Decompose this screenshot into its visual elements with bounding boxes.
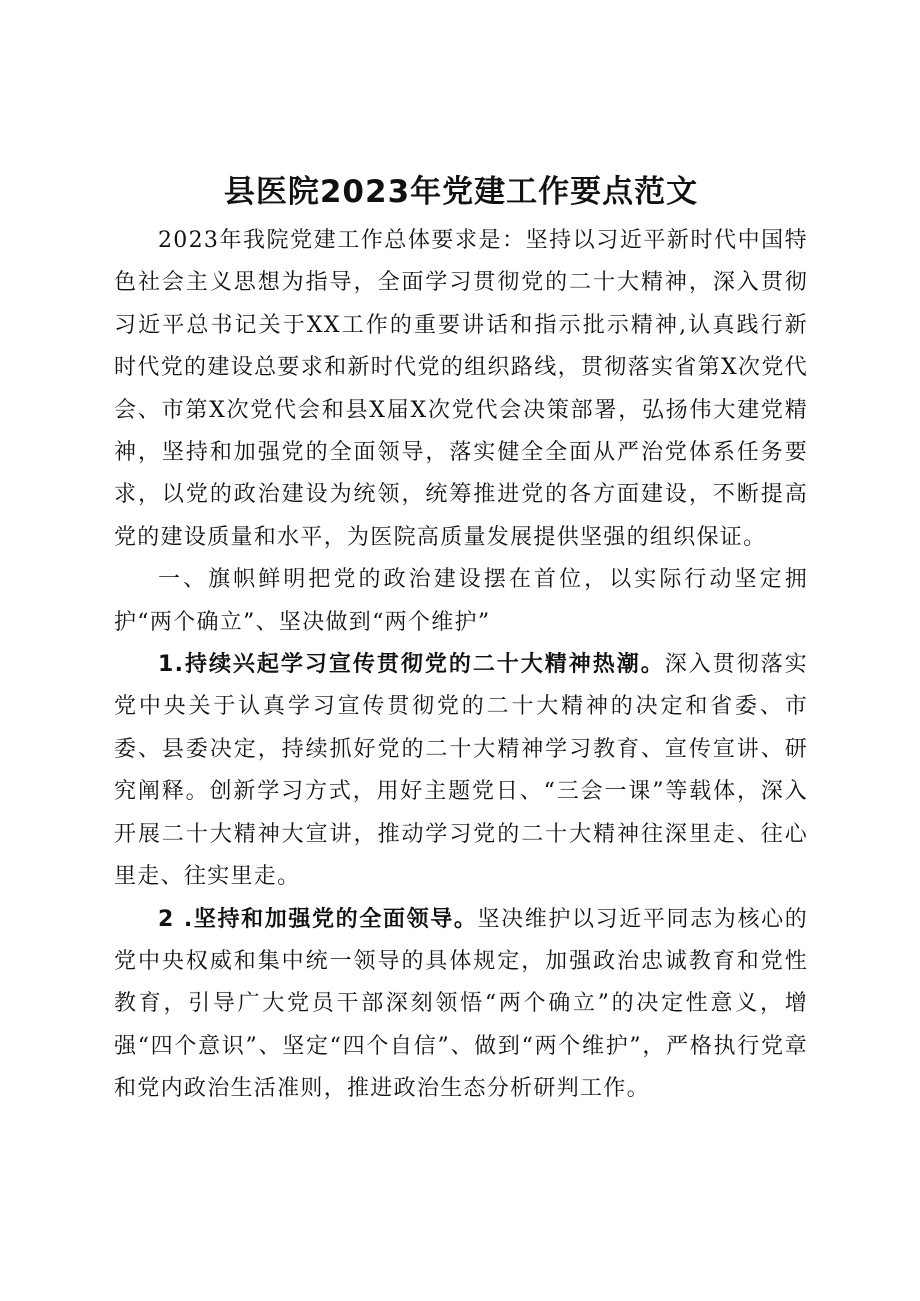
item-1-lead: 1.持续兴起学习宣传贯彻党的二十大精神热潮。 (158, 652, 665, 678)
item-2-paragraph (114, 899, 808, 1111)
intro-paragraph: 2023年我院党建工作总体要求是：坚持以习近平新时代中国特色社会主义思想为指导，全面学习贯彻党的二十大精神，深入贯彻习近平总书记关于XX工作的重要讲话和指示批示精神,认真践行新时代党的建设总要求和新时代党的组织路线，贯彻落实省第X次党代会、市第X次党代会和县X届X次党代会决策部署，弘扬伟大建党精神，坚持和加强党的全面领导，落实健全全面从严治党体系任务要求，以党的政治建设为统领，统筹推进党的各方面建设，不断提高党的建设质量和水平，为医院高质量发展提供坚强的组织保证。 (114, 228, 808, 550)
item-1-text: 深入贯彻落实党中央关于认真学习宣传贯彻党的二十大精神的决定和省委、市委、县委决定，持续抓好党的二十大精神学习教育、宣传宣讲、研究阐释。创新学习方式，用好主题党日、“三会一课”等载体，深入开展二十大精神大宣讲，推动学习党的二十大精神往深里走、往心里走、往实里走。 (114, 652, 808, 890)
document-title: 县医院2023年党建工作要点范文 (223, 174, 699, 210)
item-2-text: 坚决维护以习近平同志为核心的党中央权威和集中统一领导的具体规定，加强政治忠诚教育和党性教育，引导广大党员干部深刻领悟“两个确立”的决定性意义，增强“四个意识”、坚定“四个自信”、做到“两个维护”，严格执行党章和党内政治生活准则，推进政治生态分析研判工作。 (114, 906, 809, 1102)
section-1-heading: 一、旗帜鲜明把党的政治建设摆在首位，以实际行动坚定拥护“两个确立”、坚决做到“两个维护” (114, 567, 808, 635)
item-1-paragraph (114, 644, 808, 898)
document-body (114, 220, 808, 1111)
item-2-lead: 2 .坚持和加强党的全面领导。 (158, 906, 478, 932)
